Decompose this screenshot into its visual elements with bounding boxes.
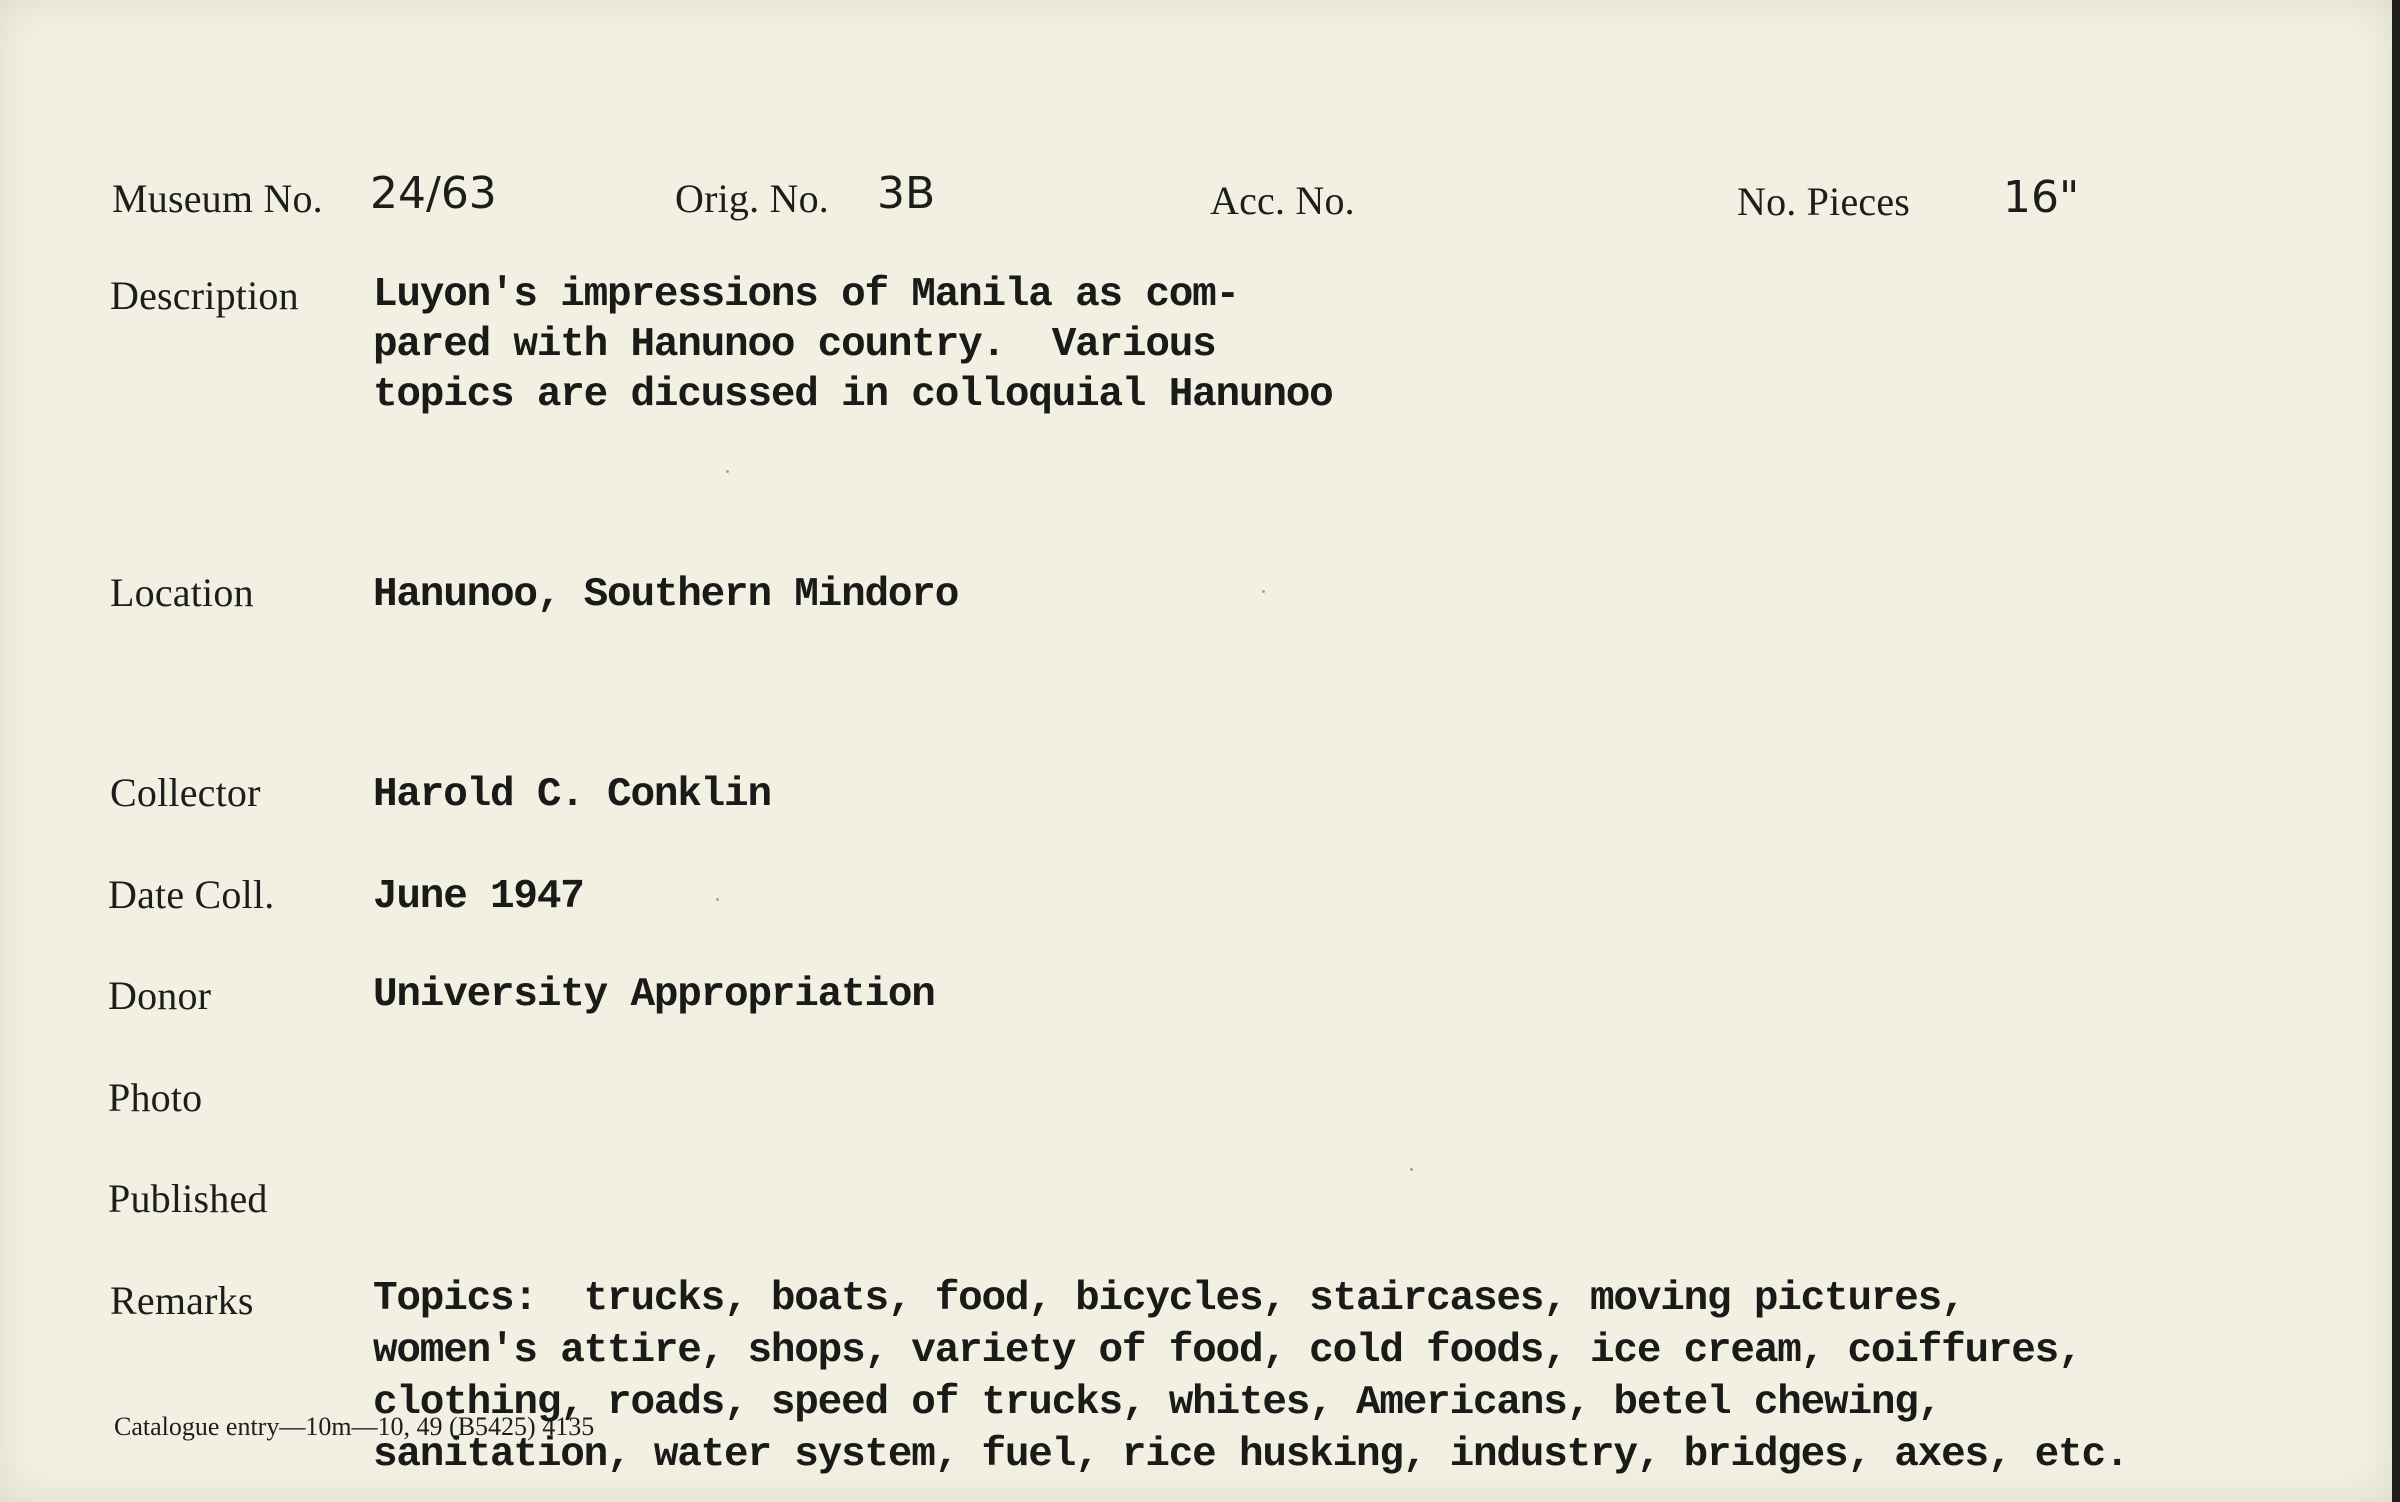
date-coll-value: June 1947 [373, 874, 584, 920]
orig-no-value: 3B [877, 168, 936, 219]
museum-no-value: 24/63 [370, 168, 497, 219]
description-line: pared with Hanunoo country. Various [373, 322, 1216, 368]
remarks-label: Remarks [110, 1278, 254, 1323]
orig-no-label: Orig. No. [675, 176, 830, 221]
paper-speck [716, 898, 719, 901]
no-pieces-value: 16" [2003, 172, 2080, 223]
museum-no-label: Museum No. [112, 176, 323, 221]
description-line: topics are dicussed in colloquial Hanunoo [373, 372, 1333, 418]
location-label: Location [110, 570, 254, 615]
paper-speck [1262, 590, 1265, 593]
collector-value: Harold C. Conklin [373, 772, 771, 818]
paper-speck [726, 470, 729, 473]
remarks-line: sanitation, water system, fuel, rice husking, industry, bridges, axes, etc. [373, 1432, 2129, 1478]
remarks-line: Topics: trucks, boats, food, bicycles, staircases, moving pictures, [373, 1276, 1965, 1322]
donor-value: University Appropriation [373, 972, 935, 1018]
remarks-line: clothing, roads, speed of trucks, whites, Americans, betel chewing, [373, 1380, 1942, 1426]
acc-no-label: Acc. No. [1210, 178, 1355, 223]
date-coll-label: Date Coll. [108, 872, 275, 917]
remarks-line: women's attire, shops, variety of food, cold foods, ice cream, coiffures, [373, 1328, 2082, 1374]
catalogue-footer: Catalogue entry—10m—10, 49 (B5425) 4135 [114, 1412, 595, 1441]
published-label: Published [108, 1176, 268, 1221]
description-line: Luyon's impressions of Manila as com- [373, 272, 1239, 318]
card-edge-shadow [2392, 0, 2400, 1502]
donor-label: Donor [108, 973, 212, 1018]
photo-label: Photo [108, 1075, 203, 1120]
no-pieces-label: No. Pieces [1737, 179, 1911, 224]
location-value: Hanunoo, Southern Mindoro [373, 572, 959, 618]
description-label: Description [110, 273, 299, 318]
collector-label: Collector [110, 770, 261, 815]
paper-speck [1410, 1168, 1413, 1171]
